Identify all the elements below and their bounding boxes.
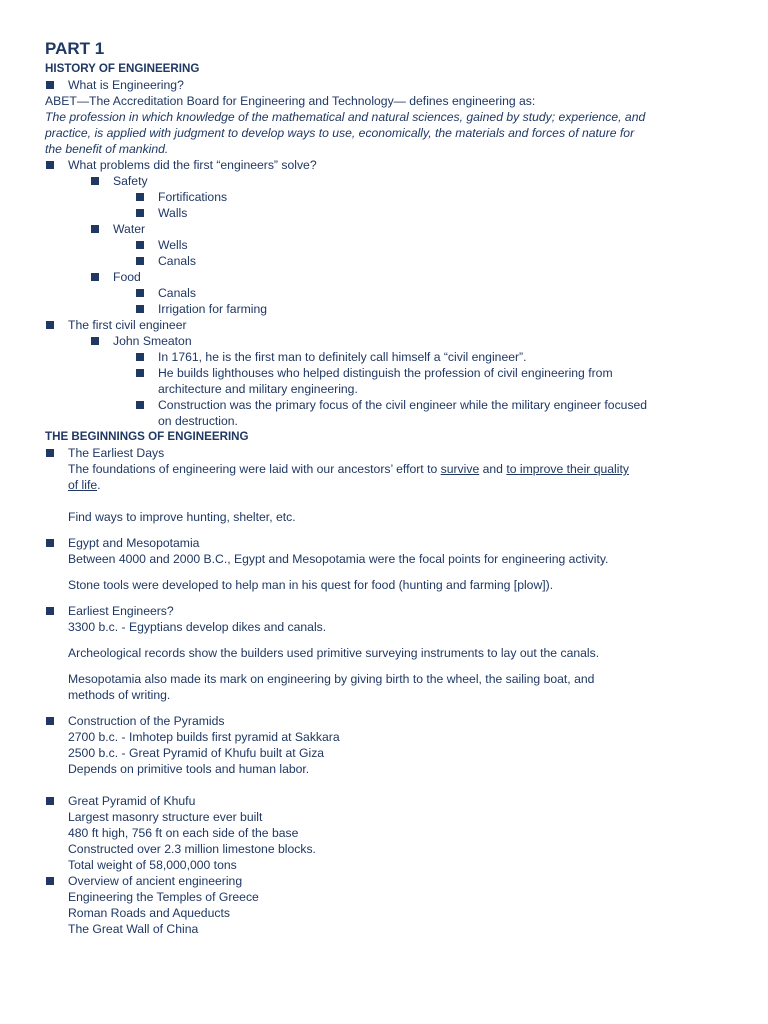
page-title: PART 1 [45,39,105,58]
definition-line: practice, is applied with judgment to develop ways to use, economically, the materials and forces of nature for [45,126,635,140]
square-bullet-icon [136,369,144,377]
item-text: Canals [158,254,196,268]
text-line: methods of writing. [68,688,171,702]
list-item [45,397,728,429]
square-bullet-icon [46,161,54,169]
list-item [45,349,728,365]
list-item [45,173,728,189]
item-text: The Earliest Days [68,446,165,460]
list-item [45,365,728,397]
underlined-text: survive [440,462,480,476]
item-text: Walls [158,206,188,220]
item-text: Earliest Engineers? [68,604,174,618]
square-bullet-icon [91,337,99,345]
item-text: Great Pyramid of Khufu [68,794,196,808]
paragraph [45,729,728,777]
paragraph: Archeological records show the builders used primitive surveying instruments to lay out the canals. [68,646,600,660]
list-item [45,77,728,93]
list-item [45,445,728,461]
item-text: The first civil engineer [68,318,187,332]
square-bullet-icon [91,225,99,233]
square-bullet-icon [136,241,144,249]
list-item [45,237,728,253]
definition-text [45,109,728,157]
list-item [45,793,728,809]
item-text: Canals [158,286,196,300]
square-bullet-icon [136,353,144,361]
square-bullet-icon [136,193,144,201]
item-text: Overview of ancient engineering [68,874,243,888]
text-line: Constructed over 2.3 million limestone blocks. [68,842,316,856]
list-item [45,873,728,889]
square-bullet-icon [46,321,54,329]
list-item [45,189,728,205]
underlined-text: to improve their quality [506,462,629,476]
item-text: architecture and military engineering. [158,382,358,396]
item-text: on destruction. [158,414,238,428]
list-item [45,253,728,269]
square-bullet-icon [46,81,54,89]
square-bullet-icon [46,797,54,805]
section-heading-history: HISTORY OF ENGINEERING [45,62,200,75]
text-run: and [479,462,507,476]
item-text: What problems did the first “engineers” solve? [68,158,317,172]
text-line: Mesopotamia also made its mark on engineering by giving birth to the wheel, the sailing boat, and [68,672,595,686]
list-item [45,333,728,349]
text-line: Depends on primitive tools and human labor. [68,762,310,776]
square-bullet-icon [91,273,99,281]
text-run: The foundations of engineering were laid with our ancestors’ effort to [68,462,441,476]
text-line: Roman Roads and Aqueducts [68,906,230,920]
item-text: Irrigation for farming [158,302,268,316]
square-bullet-icon [136,257,144,265]
item-text: In 1761, he is the first man to definitely call himself a “civil engineer”. [158,350,527,364]
paragraph: 3300 b.c. - Egyptians develop dikes and canals. [68,620,327,634]
item-text: Safety [113,174,148,188]
list-item [45,285,728,301]
item-text: Fortifications [158,190,228,204]
item-text: He builds lighthouses who helped distinguish the profession of civil engineering from [158,366,613,380]
item-text: What is Engineering? [68,78,184,92]
square-bullet-icon [91,177,99,185]
list-item [45,221,728,237]
item-text: John Smeaton [113,334,192,348]
square-bullet-icon [136,289,144,297]
text-line: 480 ft high, 756 ft on each side of the base [68,826,299,840]
paragraph: Between 4000 and 2000 B.C., Egypt and Mesopotamia were the focal points for engineering activity. [68,552,609,566]
text-line: Total weight of 58,000,000 tons [68,858,237,872]
list-item [45,301,728,317]
square-bullet-icon [46,877,54,885]
paragraph [45,461,728,493]
text-line: 2500 b.c. - Great Pyramid of Khufu built at Giza [68,746,325,760]
square-bullet-icon [46,607,54,615]
text-line: Largest masonry structure ever built [68,810,263,824]
square-bullet-icon [46,539,54,547]
definition-line: the benefit of mankind. [45,142,169,156]
item-text: Construction was the primary focus of the civil engineer while the military engineer focused [158,398,648,412]
list-item [45,535,728,551]
list-item [45,269,728,285]
section-heading-beginnings: THE BEGINNINGS OF ENGINEERING [45,430,249,443]
item-text: Food [113,270,141,284]
item-text: Wells [158,238,188,252]
definition-line: The profession in which knowledge of the mathematical and natural sciences, gained by study; experience, and [45,110,646,124]
list-item [45,317,728,333]
paragraph [45,809,728,873]
text-line: 2700 b.c. - Imhotep builds first pyramid at Sakkara [68,730,340,744]
square-bullet-icon [46,449,54,457]
underlined-text: of life [68,478,98,492]
paragraph [45,889,728,937]
paragraph: Stone tools were developed to help man in his quest for food (hunting and farming [plow]). [68,578,554,592]
square-bullet-icon [136,209,144,217]
text-line: Engineering the Temples of Greece [68,890,259,904]
text-line: The Great Wall of China [68,922,199,936]
item-text: Water [113,222,146,236]
square-bullet-icon [46,717,54,725]
list-item [45,157,728,173]
abet-line: ABET—The Accreditation Board for Engineering and Technology— defines engineering as: [45,94,536,108]
item-text: Construction of the Pyramids [68,714,225,728]
text-run: . [97,478,101,492]
list-item [45,713,728,729]
item-text: Egypt and Mesopotamia [68,536,200,550]
paragraph: Find ways to improve hunting, shelter, etc. [68,510,296,524]
list-item [45,205,728,221]
list-item [45,603,728,619]
square-bullet-icon [136,401,144,409]
square-bullet-icon [136,305,144,313]
paragraph [45,671,728,703]
